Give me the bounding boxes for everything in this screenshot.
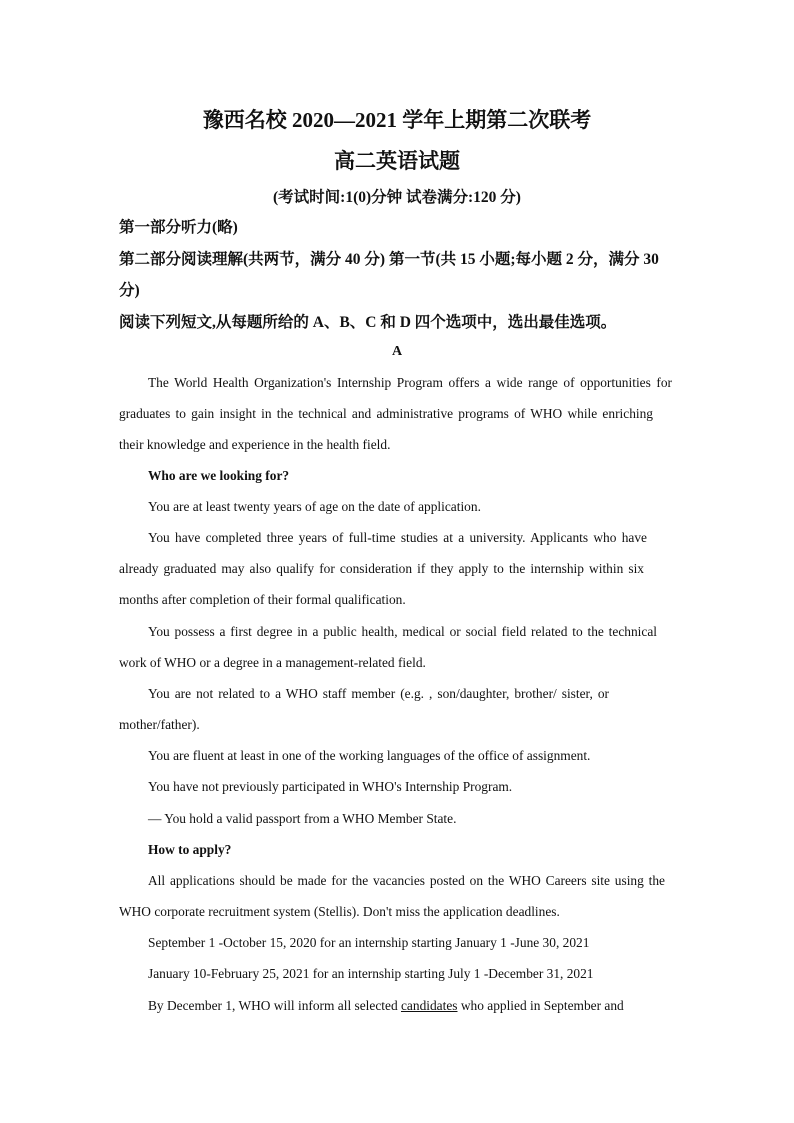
requirement-degree: work of WHO or a degree in a management-related field.	[119, 655, 426, 670]
inform-before: By December 1, WHO will inform all selected	[148, 998, 401, 1013]
inform-after: who applied in September and	[457, 998, 624, 1013]
requirement-relation: mother/father).	[119, 717, 200, 732]
requirement-study: You have completed three years of full-time studies at a university. Applicants who have	[148, 530, 647, 545]
passage-line: graduates to gain insight in the technical and administrative programs of WHO while enriching	[119, 406, 653, 421]
part2-heading-cont: 分)	[119, 282, 140, 299]
deadline-1: September 1 -October 15, 2020 for an internship starting January 1 -June 30, 2021	[148, 935, 590, 950]
part1-heading: 第一部分听力(略)	[119, 219, 238, 236]
how-heading: How to apply?	[148, 842, 232, 857]
passage-line: their knowledge and experience in the health field.	[119, 437, 391, 452]
requirement-study: months after completion of their formal qualification.	[119, 592, 406, 607]
requirement-passport: — You hold a valid passport from a WHO Member State.	[148, 811, 457, 826]
requirement-language: You are fluent at least in one of the working languages of the office of assignment.	[148, 748, 591, 763]
who-heading: Who are we looking for?	[148, 468, 290, 483]
exam-subject-title: 高二英语试题	[334, 149, 460, 173]
apply-text: WHO corporate recruitment system (Stellis). Don't miss the application deadlines.	[119, 904, 560, 919]
passage-line: The World Health Organization's Internship Program offers a wide range of opportunities for	[148, 375, 672, 390]
requirement-age: You are at least twenty years of age on the date of application.	[148, 499, 481, 514]
section-label: A	[391, 344, 403, 359]
requirement-degree: You possess a first degree in a public health, medical or social field related to the technical	[148, 624, 657, 639]
apply-text: All applications should be made for the vacancies posted on the WHO Careers site using the	[148, 873, 665, 888]
underlined-word: candidates	[400, 998, 458, 1013]
deadline-2: January 10-February 25, 2021 for an internship starting July 1 -December 31, 2021	[148, 966, 594, 981]
inform-line	[148, 998, 624, 1014]
exam-title: 豫西名校 2020—2021 学年上期第二次联考	[202, 108, 592, 132]
requirement-previous: You have not previously participated in WHO's Internship Program.	[148, 779, 513, 794]
requirement-relation: You are not related to a WHO staff member (e.g. , son/daughter, brother/ sister, or	[148, 686, 609, 701]
requirement-study: already graduated may also qualify for consideration if they apply to the internship within six	[119, 561, 644, 576]
exam-time-info: (考试时间:1(0)分钟 试卷满分:120 分)	[273, 189, 521, 206]
reading-instruction: 阅读下列短文,从每题所给的 A、B、C 和 D 四个选项中，选出最佳选项。	[119, 314, 617, 331]
part2-heading: 第二部分阅读理解(共两节，满分 40 分) 第一节(共 15 小题;每小题 2 分，满分 30	[119, 251, 659, 268]
